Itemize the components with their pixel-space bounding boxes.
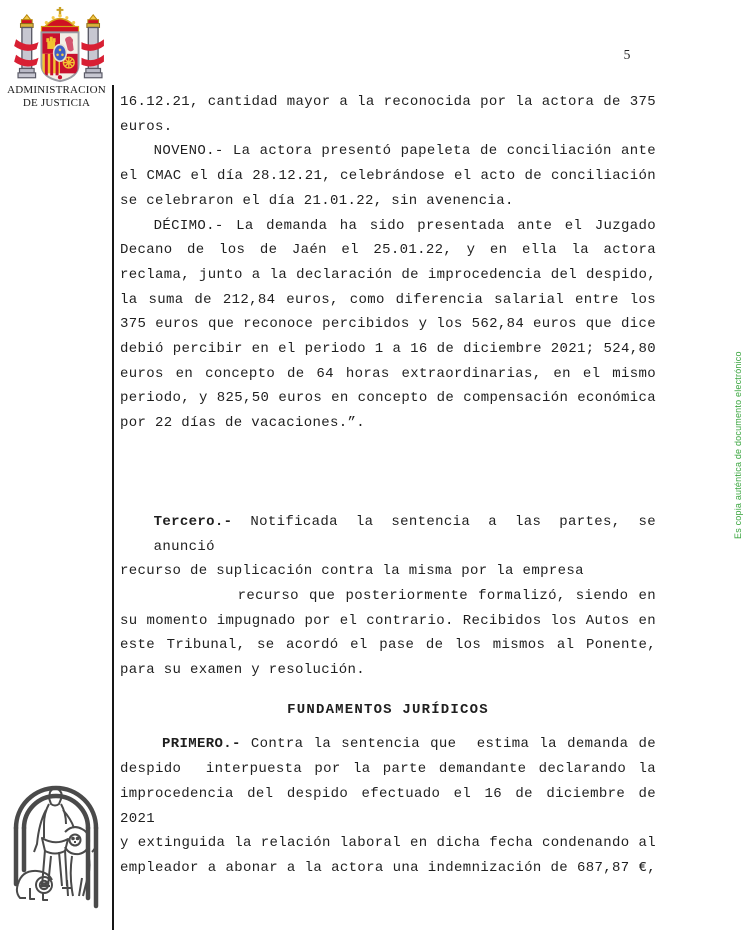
text-line: empleador a abonar a la actora una indemnización de 687,87 €, (120, 859, 656, 876)
text-line: periodo, y 825,50 euros en concepto de compensación económica (120, 390, 656, 407)
text-line: debió percibir en el periodo 1 a 16 de diciembre 2021; 524,80 (120, 341, 656, 358)
org-line-2: DE JUSTICIA (22, 97, 91, 109)
text-line: Decano de los de Jaén el 25.01.22, y en ella la actora (120, 242, 656, 259)
text-line: por 22 días de vacaciones.”. (120, 415, 366, 432)
text-line: despido interpuesta por la parte demandante declarando la (120, 761, 656, 778)
margin-divider-line (112, 85, 114, 930)
junta-de-andalucia-emblem-icon (8, 766, 104, 926)
text-line: reclama, junto a la declaración de improcedencia del despido, (120, 266, 656, 283)
text-line: recurso que posteriormente formalizó, siendo en (237, 587, 656, 604)
text-line: se celebraron el día 21.01.22, sin avenencia. (120, 192, 514, 209)
text-line: improcedencia del despido efectuado el 16 de diciembre de 2021 (120, 785, 656, 827)
text-line: PRIMERO.- Contra la sentencia que estima la demanda de (162, 736, 656, 753)
text-line: DÉCIMO.- La demanda ha sido presentada ante el Juzgado (153, 217, 656, 234)
text-line: y extinguida la relación laboral en dicha fecha condenando al (120, 835, 656, 852)
authenticity-side-note: Es copia auténtica de documento electrónico (733, 351, 743, 539)
text-line: recurso de suplicación contra la misma por la empresa (120, 563, 584, 580)
text-line: la suma de 212,84 euros, como diferencia salarial entre los (120, 291, 656, 308)
text-line: este Tribunal, se acordó el pase de los mismos al Ponente, (120, 637, 656, 654)
letterhead-org-name (0, 84, 113, 110)
text-line: euros en concepto de 64 horas extraordinarias, en el mismo (120, 365, 656, 382)
spain-coat-of-arms-icon (12, 6, 108, 88)
org-line-1: ADMINISTRACION (7, 84, 106, 96)
section-heading: FUNDAMENTOS JURÍDICOS (287, 701, 489, 718)
text-line: euros. (120, 118, 173, 135)
document-body (120, 90, 656, 881)
text-line: NOVENO.- La actora presentó papeleta de conciliación ante (153, 143, 656, 160)
text-line: su momento impugnado por el contrario. Recibidos los Autos en (120, 612, 656, 629)
text-line: 16.12.21, cantidad mayor a la reconocida por la actora de 375 (120, 94, 656, 110)
text-line: Tercero.- Notificada la sentencia a las partes, se anunció (153, 513, 656, 555)
page-number: 5 (623, 47, 631, 62)
text-line: para su examen y resolución. (120, 662, 366, 679)
text-line: el CMAC el día 28.12.21, celebrándose el acto de conciliación (120, 168, 656, 185)
text-line: 375 euros que reconoce percibidos y los 562,84 euros que dice (120, 316, 656, 333)
